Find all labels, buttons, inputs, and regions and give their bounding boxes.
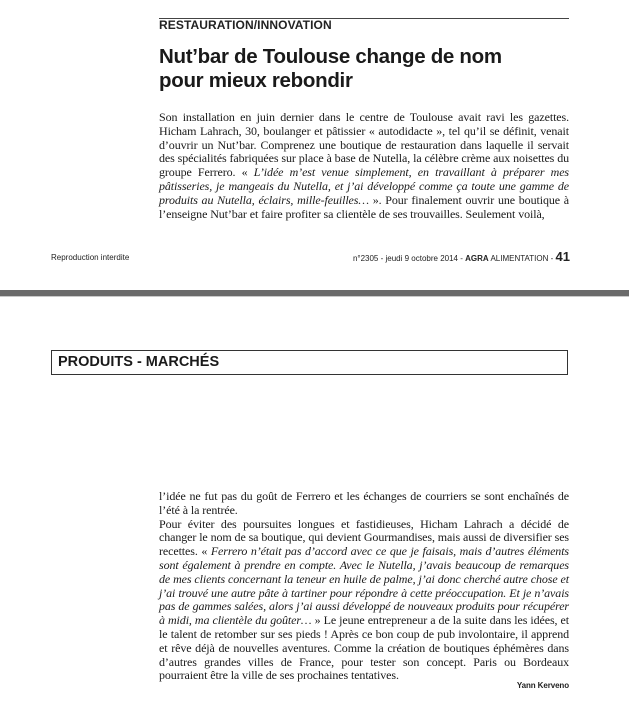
paragraph: l’idée ne fut pas du goût de Ferrero et les échanges de courriers se sont enchaînés de l’été à la rentrée. bbox=[159, 489, 569, 517]
section-header bbox=[51, 350, 568, 375]
author-signature: Yann Kerveno bbox=[516, 681, 569, 691]
page-separator-shadow bbox=[0, 296, 629, 297]
headline-line-2: pour mieux rebondir bbox=[159, 69, 353, 92]
article-kicker: RESTAURATION/INNOVATION bbox=[159, 18, 332, 32]
reproduction-notice: Reproduction interdite bbox=[51, 253, 130, 262]
text-run: Son installation en juin dernier dans le centre de Toulouse avait ravi les gazettes. Hicham Lahrach, 30, boulanger et pâtissier « autodidacte », tel qu’il se définit, venait d’ouvrir un Nut’bar. Comprenez une boutique de restauration dans laquelle il servait des spécialités fabriquées sur place à base de Nutella, la célèbre crème aux noisettes du groupe Ferrero. « bbox=[159, 110, 569, 180]
article-body-top bbox=[159, 111, 569, 221]
text-run: Pour éviter des poursuites longues et fastidieuses, Hicham Lahrach a décidé de changer le nom de sa boutique, qui devient Gourmandises, mais aussi de diversifier ses recettes. « bbox=[159, 516, 569, 559]
headline-line-1: Nut’bar de Toulouse change de nom bbox=[159, 45, 502, 68]
paragraph bbox=[159, 518, 569, 694]
issue-info: n°2305 - jeudi 9 octobre 2014 - bbox=[352, 254, 463, 263]
article-body-bottom bbox=[159, 490, 569, 693]
quote-run: Ferrero n’était pas d’accord avec ce que je faisais, mais d’autres éléments sont également à prendre en compte. Avec le Nutella, j’avais beaucoup de remarques de mes clients concernant la teneur en huile de palme, j’ai donc cherché autre chose et j’ai trouvé une autre pâte à tartiner pour répondre à cette préoccupation. Et je n’avais pas de gammes salées, alors j’ai aussi développé de nouveaux produits pour récupérer à midi, ma clientèle du goûter… bbox=[159, 544, 569, 628]
page-footer bbox=[340, 249, 570, 264]
text-run: » Le jeune entrepreneur a de la suite dans les idées, et le talent de retomber sur ses pieds ! Après ce bon coup de pub involontaire, il apprend et rêve déjà de nouvelles aventures. Comme la création de boutiques éphémères dans d’autres grandes villes de France, pour tester son concept. Paris ou Bordeaux pourraient être la ville de ses prochaines tentatives. bbox=[159, 613, 569, 683]
text-run: ». Pour finalement ouvrir une boutique à l’enseigne Nut’bar et faire profiter sa clientèle de ses trouvailles. Seulement voilà, bbox=[159, 192, 569, 221]
paragraph bbox=[159, 111, 569, 221]
quote-run: L’idée m’est venue simplement, en travaillant à préparer mes pâtisseries, je mangeais du Nutella, et j’ai développé comme ça toute une gamme de produits au Nutella, éclairs, mille-feuilles… bbox=[159, 165, 569, 207]
page-number: 41 bbox=[555, 249, 570, 264]
publication-name: ALIMENTATION - bbox=[490, 254, 554, 263]
section-title: PRODUITS - MARCHÉS bbox=[58, 354, 220, 370]
article-headline bbox=[159, 45, 569, 93]
publication-brand: AGRA bbox=[465, 254, 489, 263]
